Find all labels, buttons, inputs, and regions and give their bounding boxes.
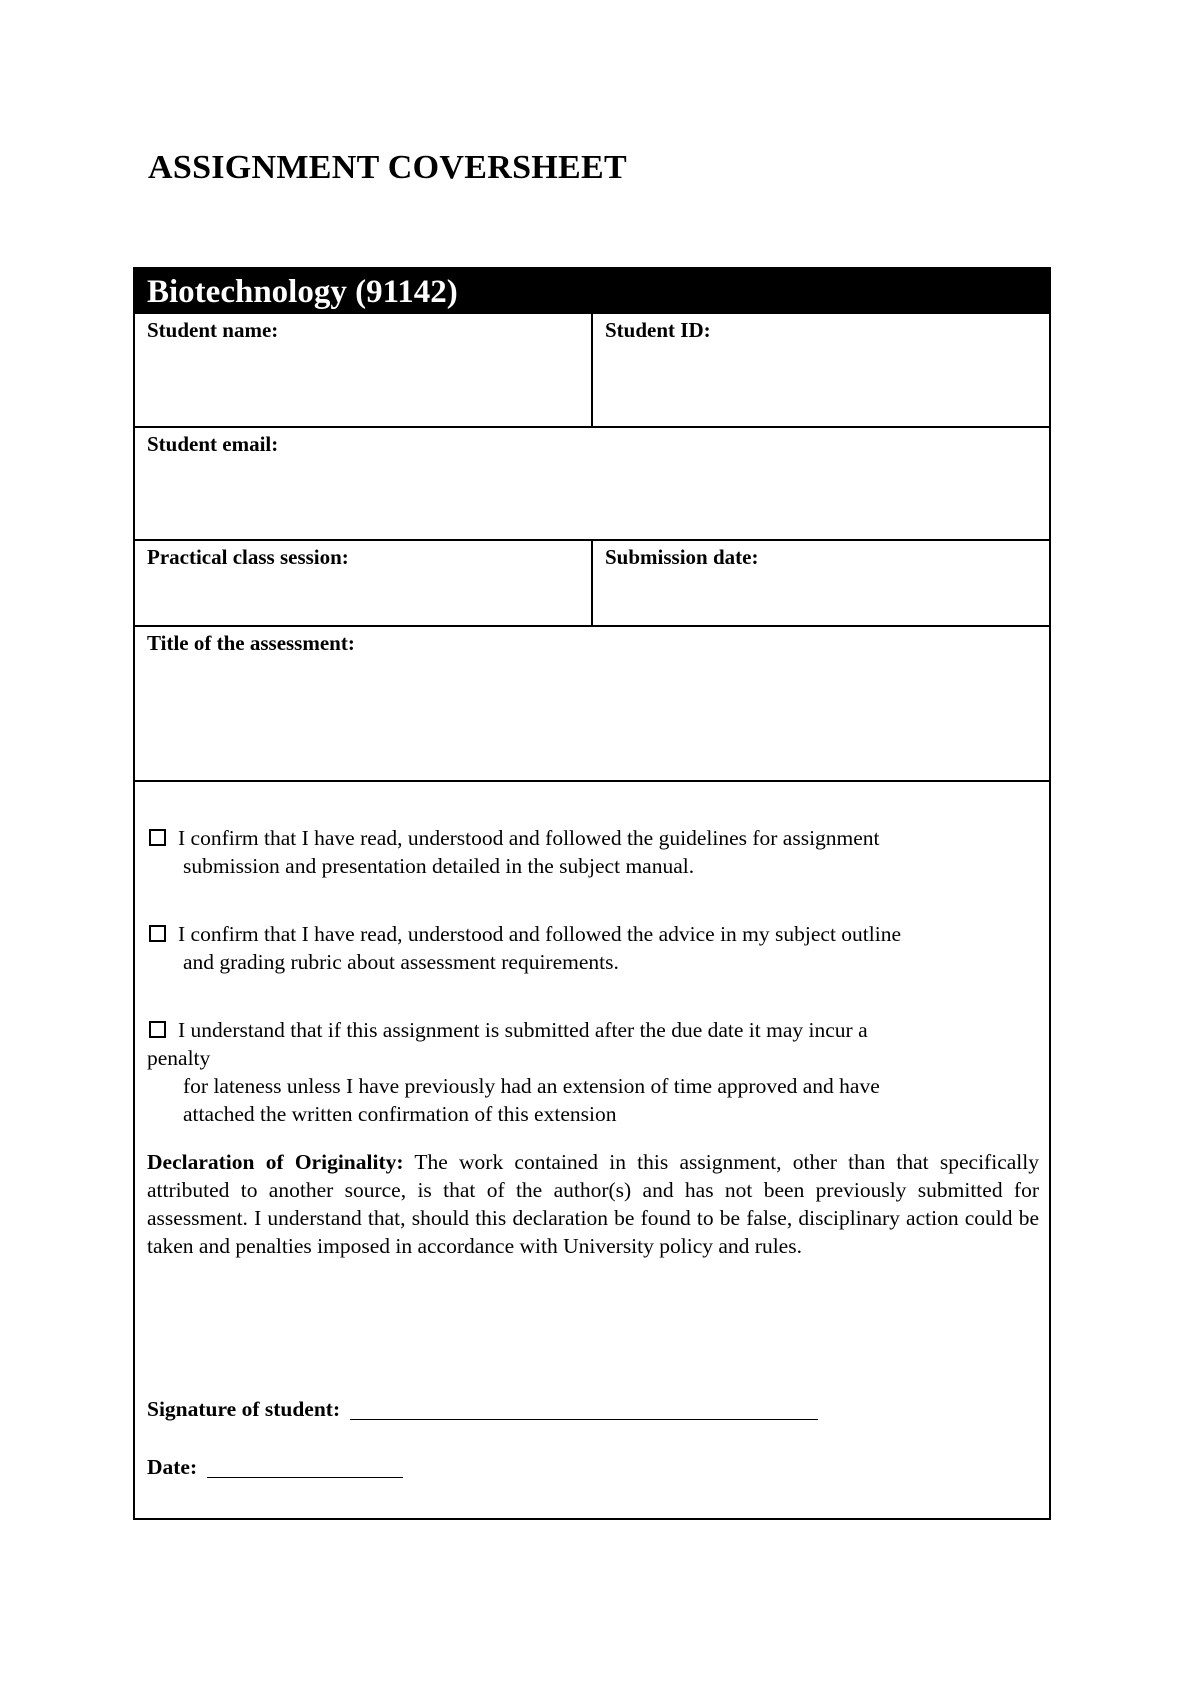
practical-session-label: Practical class session: (147, 545, 349, 569)
date-label: Date: (147, 1455, 198, 1479)
confirmation-text: penalty (147, 1046, 211, 1070)
assessment-title-field[interactable] (135, 627, 1049, 781)
confirmation-text: I confirm that I have read, understood and followed the guidelines for assignment (178, 826, 880, 850)
practical-session-field[interactable] (135, 541, 593, 625)
declaration-section (135, 780, 1049, 1518)
date-row (147, 1453, 403, 1481)
page-title: ASSIGNMENT COVERSHEET (148, 149, 627, 186)
assessment-title-label: Title of the assessment: (147, 631, 355, 655)
form-row-email (135, 426, 1049, 539)
declaration-area (147, 824, 1039, 1260)
student-id-field[interactable] (593, 314, 1049, 427)
confirmation-item (147, 824, 1039, 880)
checkbox-icon[interactable] (149, 829, 166, 846)
declaration-of-originality (147, 1148, 1039, 1260)
confirmation-item (147, 1016, 1039, 1128)
student-id-label: Student ID: (605, 318, 711, 342)
checkbox-icon[interactable] (149, 925, 166, 942)
form-row-session-date (135, 539, 1049, 625)
confirmation-text: and grading rubric about assessment requirements. (183, 950, 619, 974)
course-header: Biotechnology (91142) (135, 269, 1049, 314)
student-email-field[interactable] (135, 428, 1049, 539)
confirmation-text: I confirm that I have read, understood and followed the advice in my subject outline (178, 922, 902, 946)
date-input[interactable] (207, 1455, 403, 1478)
declaration-text: The work contained in this assignment, other than that specifically attributed to another source, is that of the author(s) and has not been previously submitted for assessment. I understand that, should this declaration be found to be false, disciplinary action could be taken and penalties imposed in accordance with University policy and rules. (147, 1150, 1039, 1258)
confirmation-text: I understand that if this assignment is submitted after the due date it may incur a (178, 1018, 868, 1042)
signature-label: Signature of student: (147, 1397, 341, 1421)
student-name-label: Student name: (147, 318, 279, 342)
confirmation-item (147, 920, 1039, 976)
confirmation-text: submission and presentation detailed in the subject manual. (183, 854, 695, 878)
form-row-title (135, 625, 1049, 781)
form-row-name-id (135, 314, 1049, 427)
student-email-label: Student email: (147, 432, 279, 456)
submission-date-label: Submission date: (605, 545, 759, 569)
checkbox-icon[interactable] (149, 1021, 166, 1038)
confirmation-text: attached the written confirmation of this extension (183, 1102, 617, 1126)
coversheet-form (133, 267, 1051, 1520)
signature-row (147, 1395, 818, 1423)
submission-date-field[interactable] (593, 541, 1049, 625)
student-name-field[interactable] (135, 314, 593, 427)
declaration-heading: Declaration of Originality: (147, 1150, 404, 1174)
confirmation-text: for lateness unless I have previously had an extension of time approved and have (183, 1074, 880, 1098)
signature-input[interactable] (350, 1397, 818, 1420)
